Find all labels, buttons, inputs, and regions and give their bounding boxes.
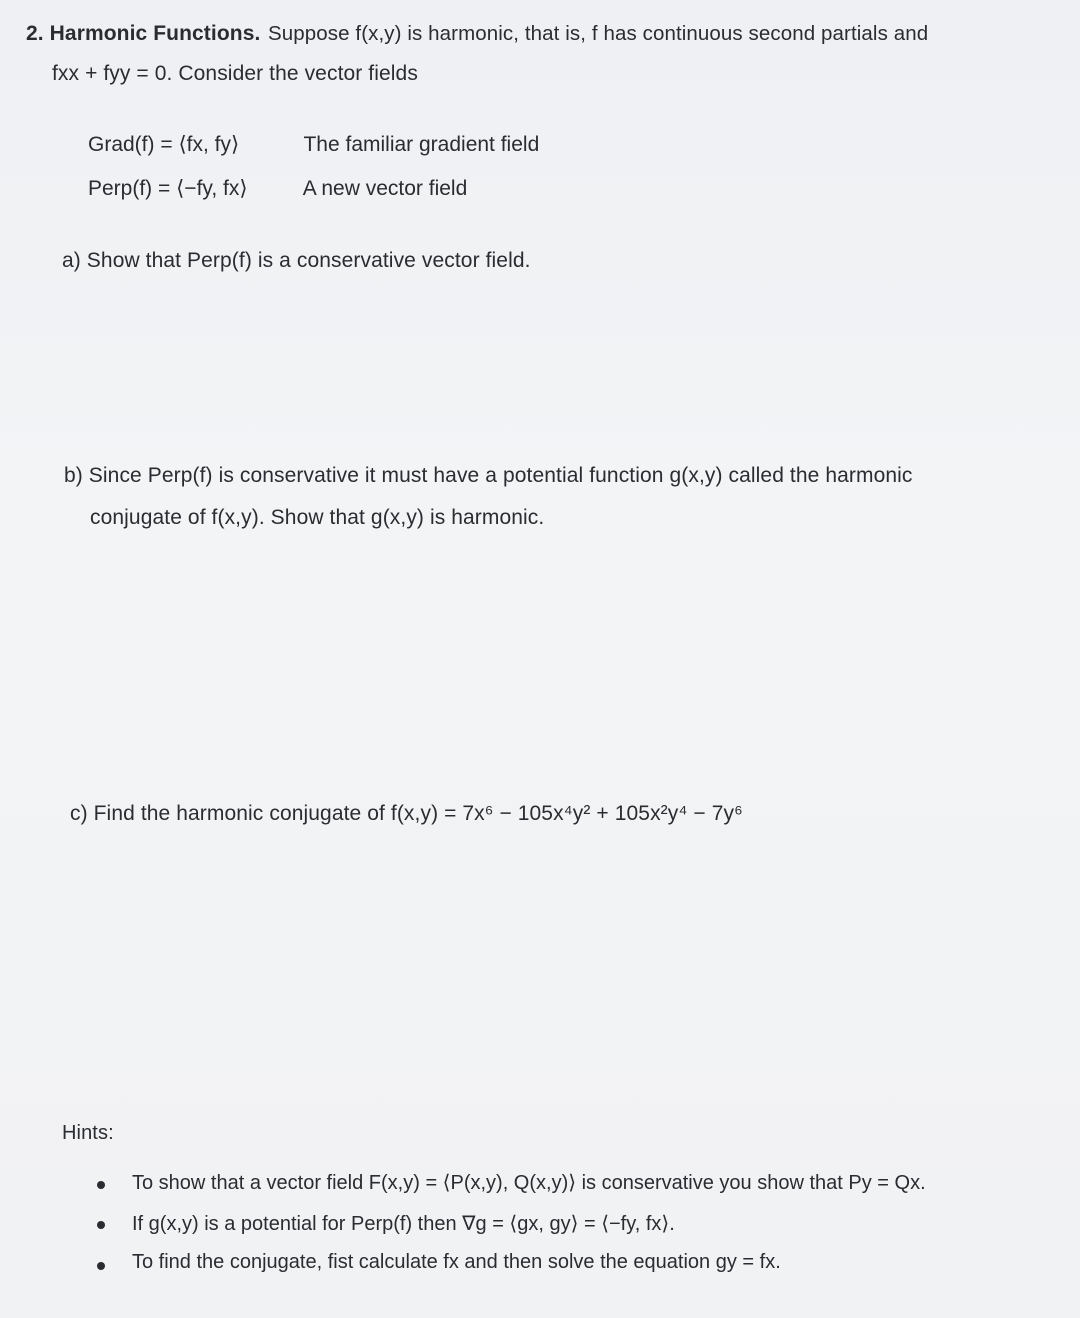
part-a: a) Show that Perp(f) is a conservative vector field. bbox=[62, 249, 531, 272]
problem-intro-line1: Suppose f(x,y) is harmonic, that is, f has continuous second partials and bbox=[268, 22, 929, 45]
problem-intro-line2: fxx + fyy = 0. Consider the vector fields bbox=[52, 62, 418, 85]
field-row-grad bbox=[88, 132, 539, 157]
perp-formula: Perp(f) = ⟨−fy, fx⟩ bbox=[88, 177, 248, 200]
hint-bullet bbox=[97, 1181, 105, 1189]
perp-description: A new vector field bbox=[302, 177, 468, 200]
problem-header bbox=[26, 22, 260, 46]
problem-title: Harmonic Functions. bbox=[49, 22, 261, 45]
grad-description: The familiar gradient field bbox=[303, 133, 540, 156]
hint-bullet bbox=[97, 1221, 105, 1229]
grad-formula: Grad(f) = ⟨fx, fy⟩ bbox=[88, 133, 240, 156]
part-c: c) Find the harmonic conjugate of f(x,y) = 7x⁶ − 105x⁴y² + 105x²y⁴ − 7y⁶ bbox=[70, 802, 743, 825]
hint-item-2: If g(x,y) is a potential for Perp(f) then ∇g = ⟨gx, gy⟩ = ⟨−fy, fx⟩. bbox=[132, 1213, 675, 1235]
hint-item-1: To show that a vector field F(x,y) = ⟨P(x,y), Q(x,y)⟩ is conservative you show that Py = Qx. bbox=[132, 1172, 926, 1194]
hints-label: Hints: bbox=[62, 1122, 114, 1144]
hint-bullet bbox=[97, 1262, 105, 1270]
part-b-line1: b) Since Perp(f) is conservative it must have a potential function g(x,y) called the harmonic bbox=[64, 464, 913, 487]
hint-item-3: To find the conjugate, fist calculate fx and then solve the equation gy = fx. bbox=[132, 1251, 781, 1273]
field-row-perp bbox=[88, 176, 467, 201]
part-b-line2: conjugate of f(x,y). Show that g(x,y) is harmonic. bbox=[90, 506, 545, 529]
problem-number: 2. bbox=[26, 22, 44, 45]
